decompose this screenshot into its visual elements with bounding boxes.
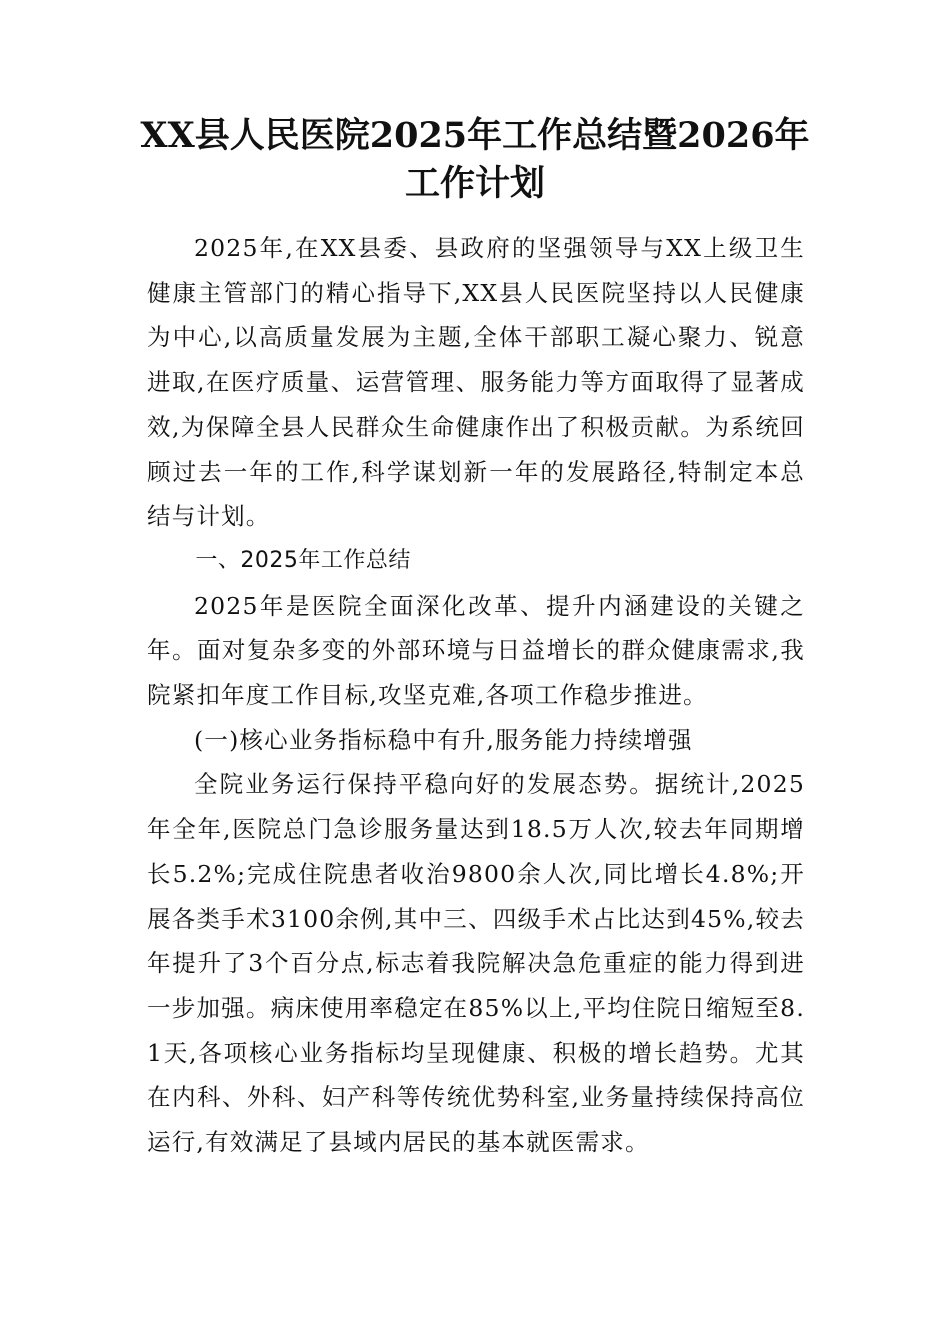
subsection-heading-1: (一)核心业务指标稳中有升,服务能力持续增强 [194, 725, 693, 754]
title-line-2: 工作计划 [404, 163, 545, 204]
subsection-1-body-paragraph: 全院业务运行保持平稳向好的发展态势。据统计,2025年全年,医院总门急诊服务量达到18.5万人次,较去年同期增长5.2%;完成住院患者收治9800余人次,同比增长4.8%;开展各类手术3100余例,其中三、四级手术占比达到45%,较去年提升了3个百分点,标志着我院解决急危重症的能力得到进一步加强。病床使用率稳定在85%以上,平均住院日缩短至8.1天,各项核心业务指标均呈现健康、积极的增长趋势。尤其在内科、外科、妇产科等传统优势科室,业务量持续保持高位运行,有效满足了县域内居民的基本就医需求。 [147, 770, 805, 1157]
title-line-1: XX县人民医院2025年工作总结暨2026年 [140, 115, 810, 156]
document-body [147, 226, 805, 1165]
document-title [130, 112, 820, 208]
section-1-intro-paragraph: 2025年是医院全面深化改革、提升内涵建设的关键之年。面对复杂多变的外部环境与日益增长的群众健康需求,我院紧扣年度工作目标,攻坚克难,各项工作稳步推进。 [147, 591, 805, 710]
intro-paragraph: 2025年,在XX县委、县政府的坚强领导与XX上级卫生健康主管部门的精心指导下,XX县人民医院坚持以人民健康为中心,以高质量发展为主题,全体干部职工凝心聚力、锐意进取,在医疗质量、运营管理、服务能力等方面取得了显著成效,为保障全县人民群众生命健康作出了积极贡献。为系统回顾过去一年的工作,科学谋划新一年的发展路径,特制定本总结与计划。 [147, 234, 805, 531]
section-heading-1: 一、2025年工作总结 [195, 547, 411, 573]
